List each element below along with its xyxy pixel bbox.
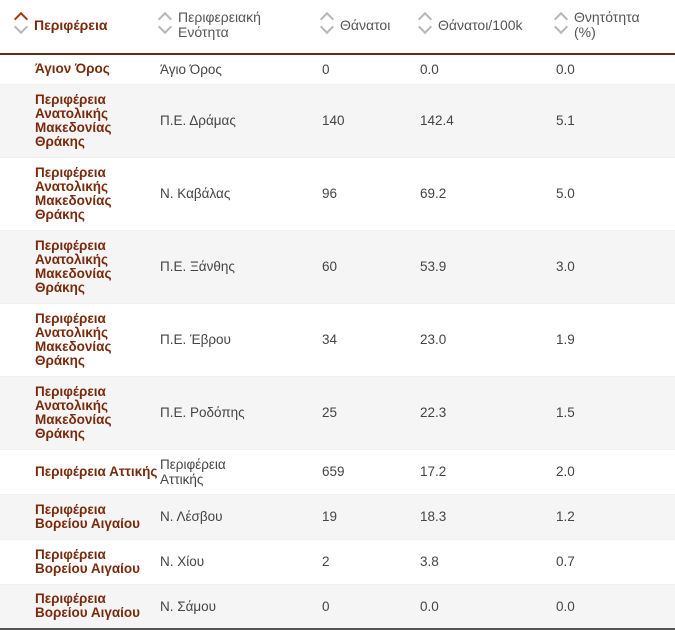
unit-cell: Ν. Λέσβου bbox=[160, 494, 322, 539]
per100k-cell: 53.9 bbox=[420, 230, 556, 303]
table-row bbox=[0, 303, 675, 376]
mortality-cell: 3.0 bbox=[556, 230, 675, 303]
table-row bbox=[0, 376, 675, 449]
region-cell: Περιφέρεια Ανατολικής Μακεδονίας Θράκης bbox=[0, 230, 160, 303]
table-row bbox=[0, 539, 675, 584]
unit-cell: Ν. Σάμου bbox=[160, 584, 322, 629]
header-unit-label: Περιφερειακή Ενότητα bbox=[178, 9, 261, 40]
region-cell: Περιφέρεια Ανατολικής Μακεδονίας Θράκης bbox=[35, 310, 112, 368]
per100k-cell: 0.0 bbox=[420, 61, 439, 77]
region-cell: Περιφέρεια Βορείου Αιγαίου bbox=[0, 584, 160, 629]
per100k-cell: 3.8 bbox=[420, 554, 439, 569]
per100k-cell: 22.3 bbox=[420, 376, 556, 449]
sort-icon[interactable] bbox=[160, 10, 172, 32]
sort-icon[interactable] bbox=[420, 10, 432, 32]
unit-cell: Π.Ε. Δράμας bbox=[160, 84, 322, 157]
deaths-cell: 0 bbox=[322, 61, 330, 77]
mortality-cell: 1.2 bbox=[556, 494, 675, 539]
unit-cell: Π.Ε. Ροδόπης bbox=[160, 376, 322, 449]
per100k-cell: 142.4 bbox=[420, 84, 556, 157]
deaths-cell: 34 bbox=[322, 332, 338, 347]
table-row bbox=[0, 584, 675, 629]
deaths-cell: 2 bbox=[322, 554, 330, 569]
header-deaths-label: Θάνατοι bbox=[340, 17, 391, 33]
sort-icon[interactable] bbox=[556, 10, 568, 32]
mortality-cell: 5.1 bbox=[556, 84, 675, 157]
per100k-cell: 23.0 bbox=[420, 332, 447, 347]
deaths-cell: 659 bbox=[322, 464, 345, 479]
table-row bbox=[0, 84, 675, 157]
unit-cell: Άγιο Όρος bbox=[160, 61, 222, 77]
unit-cell: Περιφέρεια Αττικής bbox=[160, 456, 226, 487]
deaths-cell: 25 bbox=[322, 376, 420, 449]
per100k-cell: 69.2 bbox=[420, 186, 447, 201]
mortality-cell: 0.0 bbox=[556, 61, 575, 77]
mortality-cell: 5.0 bbox=[556, 186, 575, 201]
unit-cell: Π.Ε. Έβρου bbox=[160, 332, 231, 347]
region-cell: Άγιον Όρος bbox=[35, 61, 110, 77]
table-row bbox=[0, 157, 675, 230]
mortality-cell: 1.5 bbox=[556, 376, 675, 449]
region-cell: Περιφέρεια Ανατολικής Μακεδονίας Θράκης bbox=[0, 376, 160, 449]
per100k-cell: 18.3 bbox=[420, 494, 556, 539]
deaths-cell: 140 bbox=[322, 84, 420, 157]
per100k-cell: 17.2 bbox=[420, 464, 447, 479]
header-per100k-label: Θάνατοι/100k bbox=[438, 17, 523, 33]
table-row bbox=[0, 494, 675, 539]
region-cell: Περιφέρεια Βορείου Αιγαίου bbox=[35, 546, 141, 576]
header-region-label: Περιφέρεια bbox=[34, 17, 108, 33]
per100k-cell: 0.0 bbox=[420, 584, 556, 629]
table-header-row bbox=[0, 0, 675, 54]
deaths-cell: 0 bbox=[322, 584, 420, 629]
mortality-cell: 0.7 bbox=[556, 554, 575, 569]
table-row bbox=[0, 54, 675, 84]
sort-icon[interactable] bbox=[16, 10, 28, 32]
region-cell: Περιφέρεια Ανατολικής Μακεδονίας Θράκης bbox=[35, 164, 112, 222]
table-row bbox=[0, 449, 675, 494]
mortality-cell: 0.0 bbox=[556, 584, 675, 629]
deaths-cell: 19 bbox=[322, 494, 420, 539]
header-deaths[interactable] bbox=[322, 0, 420, 54]
unit-cell: Ν. Χίου bbox=[160, 554, 205, 569]
sort-icon[interactable] bbox=[322, 10, 334, 32]
region-cell: Περιφέρεια Βορείου Αιγαίου bbox=[0, 494, 160, 539]
header-unit[interactable] bbox=[160, 0, 322, 54]
unit-cell: Π.Ε. Ξάνθης bbox=[160, 230, 322, 303]
header-mortality[interactable] bbox=[556, 0, 675, 54]
mortality-cell: 2.0 bbox=[556, 464, 575, 479]
table-row bbox=[0, 230, 675, 303]
mortality-cell: 1.9 bbox=[556, 332, 575, 347]
header-region[interactable] bbox=[0, 0, 160, 54]
region-cell: Περιφέρεια Ανατολικής Μακεδονίας Θράκης bbox=[0, 84, 160, 157]
region-cell: Περιφέρεια Αττικής bbox=[35, 463, 158, 479]
header-per100k[interactable] bbox=[420, 0, 556, 54]
header-mortality-label: Θνητότητα (%) bbox=[574, 9, 640, 40]
unit-cell: Ν. Καβάλας bbox=[160, 186, 231, 201]
deaths-cell: 60 bbox=[322, 230, 420, 303]
deaths-cell: 96 bbox=[322, 186, 338, 201]
